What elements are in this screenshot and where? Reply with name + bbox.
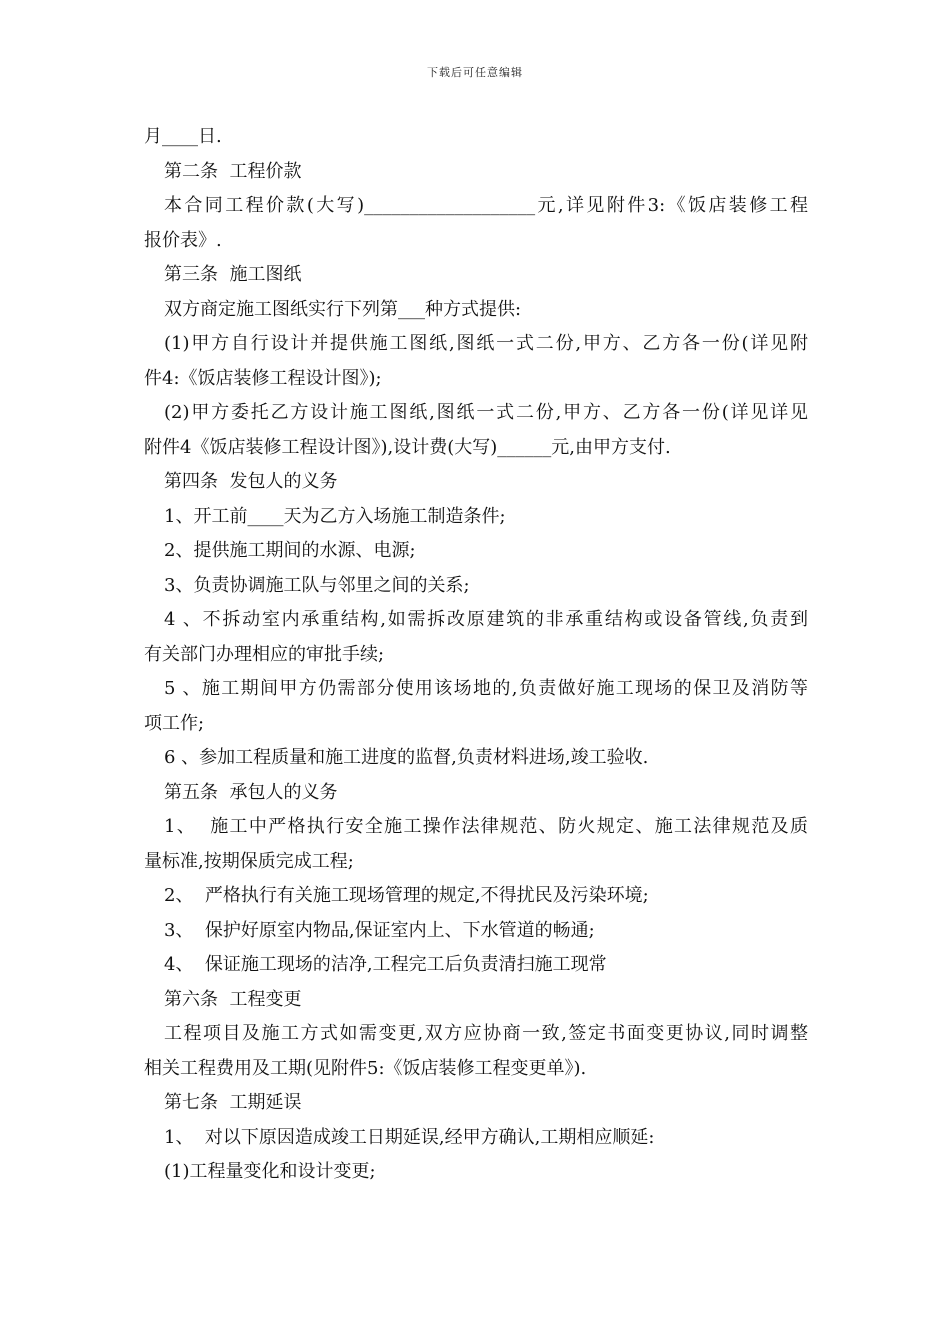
text-line: 月____日. [144,126,222,147]
text-line: 双方商定施工图纸实行下列第___种方式提供: [164,298,522,320]
text-line: 本合同工程价款(大写)___________________元,详见附件3:《饭店装修工程 [164,195,808,216]
text-line: 量标准,按期保质完成工程; [144,850,354,872]
text-line: 第五条 承包人的义务 [164,781,338,803]
text-line: 2、 严格执行有关施工现场管理的规定,不得扰民及污染环境; [164,885,649,906]
text-line: 第二条 工程价款 [164,160,302,182]
text-line: 2、提供施工期间的水源、电源; [164,540,416,561]
text-line: 1、 施工中严格执行安全施工操作法律规范、防火规定、施工法律规范及质 [164,816,808,837]
text-line: 相关工程费用及工期(见附件5:《饭店装修工程变更单》). [144,1057,587,1079]
text-line: 附件4《饭店装修工程设计图》),设计费(大写)______元,由甲方支付. [144,436,671,458]
text-line: (1)甲方自行设计并提供施工图纸,图纸一式二份,甲方、乙方各一份(详见附 [164,333,808,354]
page-header: 下载后可任意编辑 [427,66,523,79]
text-line: 6 、参加工程质量和施工进度的监督,负责材料进场,竣工验收. [164,747,649,768]
text-line: 5 、施工期间甲方仍需部分使用该场地的,负责做好施工现场的保卫及消防等 [164,678,808,699]
text-line: 第七条 工期延误 [164,1092,302,1113]
text-line: 3、 保护好原室内物品,保证室内上、下水管道的畅通; [164,919,595,941]
text-line: (1)工程量变化和设计变更; [164,1161,376,1182]
text-line: 1、 对以下原因造成竣工日期延误,经甲方确认,工期相应顺延: [164,1126,655,1148]
text-line: 第六条 工程变更 [164,988,302,1010]
text-line: 报价表》. [144,229,222,251]
text-line: (2)甲方委托乙方设计施工图纸,图纸一式二份,甲方、乙方各一份(详见详见 [164,402,808,423]
text-line: 项工作; [144,712,205,734]
text-line: 件4:《饭店装修工程设计图》); [144,367,382,389]
text-line: 3、负责协调施工队与邻里之间的关系; [164,574,470,596]
text-line: 第三条 施工图纸 [164,264,302,285]
document-body [144,120,808,1190]
text-line: 1、开工前____天为乙方入场施工制造条件; [164,505,506,527]
text-line: 4、 保证施工现场的洁净,工程完工后负责清扫施工现常 [164,954,607,975]
text-line: 4 、不拆动室内承重结构,如需拆改原建筑的非承重结构或设备管线,负责到 [164,609,808,630]
text-line: 有关部门办理相应的审批手续; [144,643,385,665]
text-line: 第四条 发包人的义务 [164,471,338,492]
text-line: 工程项目及施工方式如需变更,双方应协商一致,签定书面变更协议,同时调整 [164,1023,808,1044]
